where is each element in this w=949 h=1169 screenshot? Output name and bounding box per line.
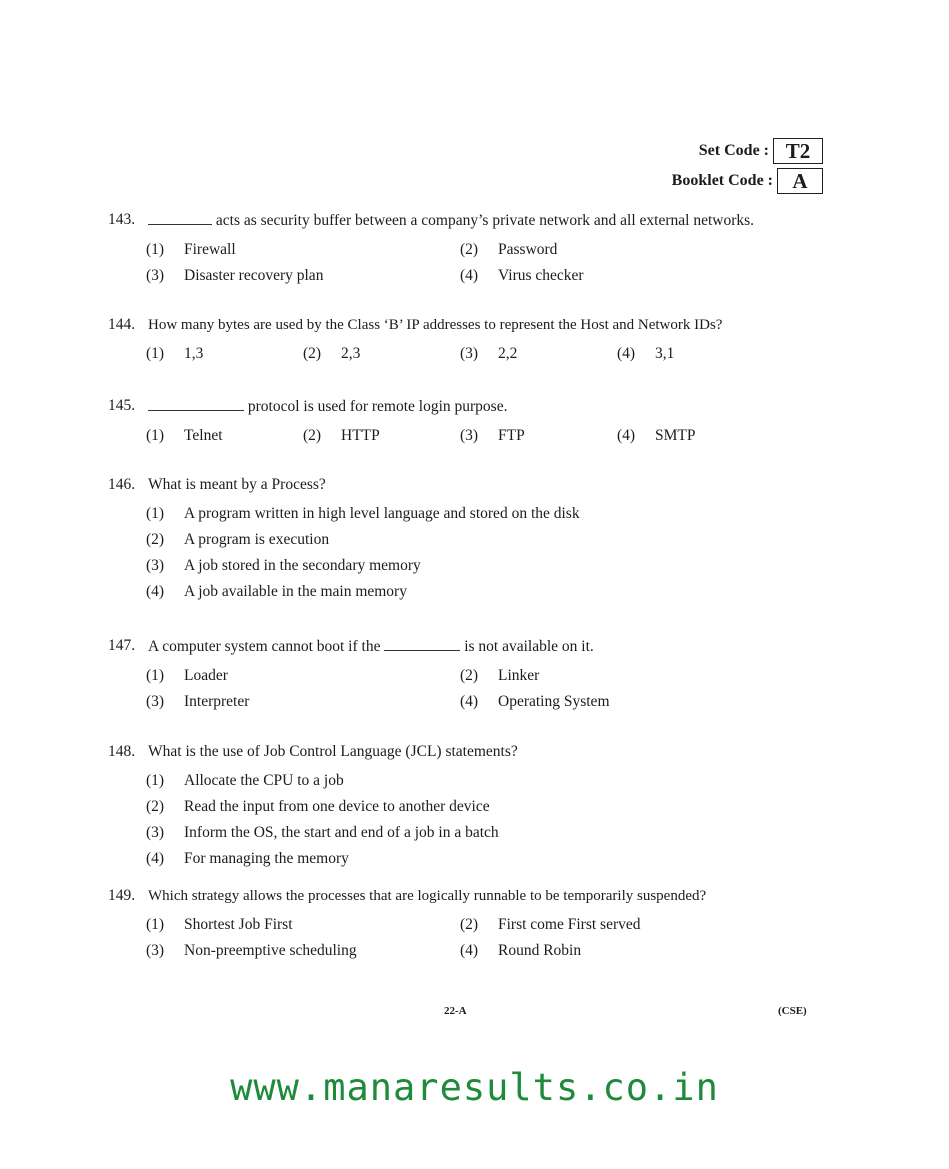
question-text: protocol is used for remote login purpose. [148, 396, 507, 417]
option-3: (3) FTP [460, 427, 525, 444]
option-3: (3) A job stored in the secondary memory [146, 557, 421, 574]
option-1: (1) Allocate the CPU to a job [146, 772, 344, 789]
set-code-value: T2 [773, 138, 823, 164]
question-number: 144. [108, 316, 136, 333]
question-148 [108, 742, 828, 872]
option-2: (2) 2,3 [303, 345, 361, 362]
option-4: (4) 3,1 [617, 345, 675, 362]
question-text: A computer system cannot boot if the is not available on it. [148, 638, 594, 655]
booklet-code-row [672, 166, 823, 196]
option-4: (4) Operating System [460, 693, 610, 710]
options [146, 912, 848, 964]
option-3: (3) 2,2 [460, 345, 518, 362]
question-number: 149. [108, 887, 136, 904]
options [146, 768, 828, 872]
option-1: (1) Loader [146, 667, 228, 684]
option-4: (4) Round Robin [460, 942, 582, 959]
options [146, 341, 848, 367]
option-2: (2) Password [460, 241, 558, 258]
option-1: (1) A program written in high level language and stored on the disk [146, 505, 580, 522]
question-147 [108, 636, 828, 715]
blank-line [384, 636, 460, 651]
blank-line [148, 210, 212, 225]
option-3: (3) Disaster recovery plan [146, 267, 324, 284]
option-1: (1) Firewall [146, 241, 236, 258]
page-code: 22-A [444, 1005, 467, 1017]
subject-code: (CSE) [778, 1005, 807, 1017]
question-number: 143. [108, 211, 136, 228]
question-number: 145. [108, 397, 136, 414]
question-text: Which strategy allows the processes that are logically runnable to be temporarily suspended? [148, 888, 707, 904]
question-144 [108, 315, 848, 367]
option-4: (4) A job available in the main memory [146, 583, 407, 600]
option-2: (2) First come First served [460, 916, 641, 933]
question-number: 146. [108, 476, 136, 493]
option-4: (4) Virus checker [460, 267, 584, 284]
option-1: (1) 1,3 [146, 345, 204, 362]
option-2: (2) HTTP [303, 427, 380, 444]
question-149 [108, 886, 848, 964]
question-text: acts as security buffer between a company’s private network and all external networks. [148, 210, 754, 231]
option-1: (1) Telnet [146, 427, 223, 444]
set-code-row [672, 136, 823, 166]
option-2: (2) Read the input from one device to another device [146, 798, 490, 815]
options [146, 237, 828, 289]
booklet-code-value: A [777, 168, 823, 194]
option-4: (4) For managing the memory [146, 850, 349, 867]
code-block [672, 136, 823, 196]
question-145 [108, 396, 828, 449]
question-143 [108, 210, 828, 289]
question-text: How many bytes are used by the Class ‘B’ IP addresses to represent the Host and Network IDs? [148, 317, 723, 333]
booklet-code-label: Booklet Code : [671, 172, 773, 189]
set-code-label: Set Code : [698, 142, 769, 159]
watermark-url: www.manaresults.co.in [230, 1066, 719, 1109]
question-number: 148. [108, 743, 136, 760]
option-3: (3) Inform the OS, the start and end of a job in a batch [146, 824, 499, 841]
blank-line [148, 396, 244, 411]
option-4: (4) SMTP [617, 427, 696, 444]
option-2: (2) Linker [460, 667, 540, 684]
options [146, 423, 828, 449]
options [146, 501, 828, 605]
question-text: What is meant by a Process? [148, 476, 326, 493]
option-3: (3) Non-preemptive scheduling [146, 942, 357, 959]
option-1: (1) Shortest Job First [146, 916, 293, 933]
option-3: (3) Interpreter [146, 693, 250, 710]
question-146 [108, 475, 828, 605]
question-number: 147. [108, 637, 136, 654]
option-2: (2) A program is execution [146, 531, 330, 548]
question-text: What is the use of Job Control Language (JCL) statements? [148, 743, 518, 760]
options [146, 663, 828, 715]
